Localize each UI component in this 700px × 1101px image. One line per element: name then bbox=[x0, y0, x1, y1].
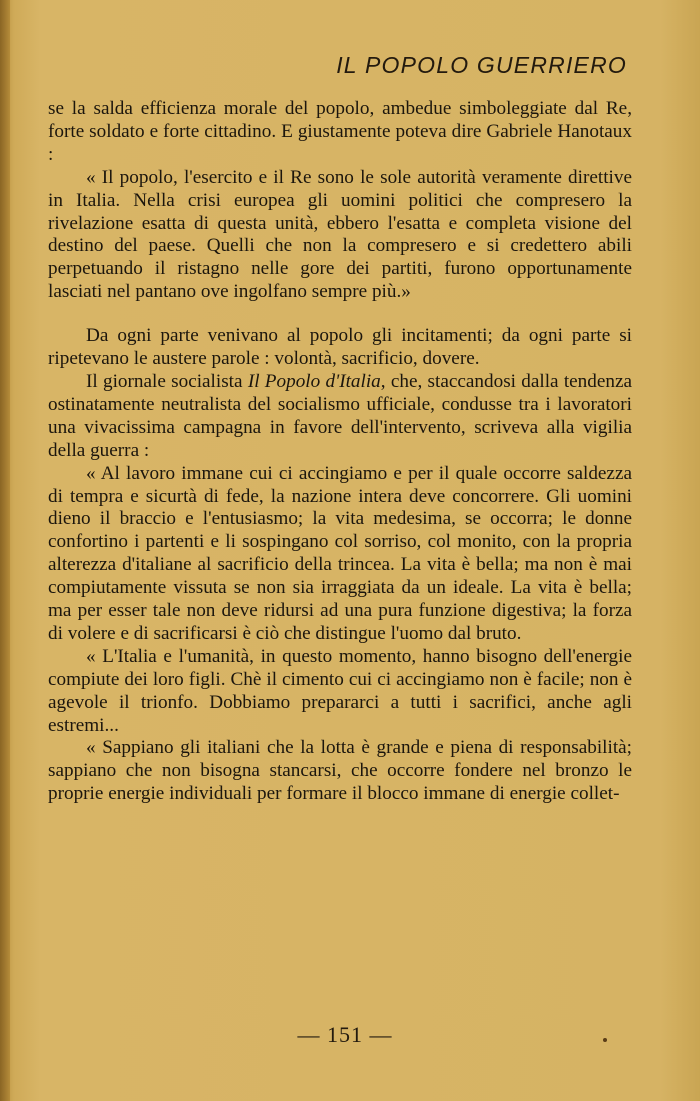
paragraph-1: se la salda efficienza morale del popolo, ambedue simboleggiate dal Re, forte soldato e forte cittadino. E giustamente poteva dire Gabriele Hanotaux : bbox=[48, 98, 632, 165]
page-number: — 151 — bbox=[297, 1022, 393, 1047]
page-spine-shadow bbox=[0, 0, 10, 1101]
paragraph-7-quote: « Sappiano gli italiani che la lotta è grande e piena di responsabilità; sappiano che non bisogna stancarsi, che occorre fondere nel bronzo le proprie energie individuali per formare il blocco immane di energie collet- bbox=[48, 737, 632, 805]
paragraph-4-text-a: Il giornale socialista bbox=[86, 370, 248, 392]
paragraph-6-quote: « L'Italia e l'umanità, in questo momento, hanno bisogno dell'energie compiute dei loro figli. Chè il cimento cui ci accingiamo non è facile; non è agevole il trionfo. Dobbiamo prepararci a tutti i sacrifici, anche agli estremi... bbox=[48, 645, 632, 736]
running-title: IL POPOLO GUERRIERO bbox=[336, 52, 627, 78]
paragraph-5-quote: « Al lavoro immane cui ci accingiamo e per il quale occorre saldezza di tempra e sicurtà di fede, la nazione intera deve concorrere. Gli uomini dieno il braccio e l'entusiasmo; la vita medesima, se occorra; le donne confortino i partenti e li sospingano col sorriso, col monito, con la propria alterezza d'italiane al sacrificio della trincea. La vita è bella; ma non è mai compiutamente vissuta se non sia irraggiata da un ideale. La vita è bella; ma per esser tale non deve ridursi ad una pura funzione digestiva; la forza di volere e di sacrificarsi è ciò che distingue l'uomo dal bruto. bbox=[48, 462, 632, 644]
page-text bbox=[48, 98, 632, 806]
paragraph-4-text-b: , che, staccandosi dalla tendenza ostinatamente neutralista del socialismo ufficiale, condusse tra i lavoratori una vivacissima campagna in favore dell'intervento, scriveva alla vigilia della guerra : bbox=[48, 370, 632, 461]
paper-speck bbox=[603, 1038, 607, 1042]
paragraph-3: Da ogni parte venivano al popolo gli incitamenti; da ogni parte si ripetevano le austere parole : volontà, sacrificio, dovere. bbox=[48, 325, 632, 370]
paragraph-2-quote-hanotaux: « Il popolo, l'esercito e il Re sono le sole autorità veramente direttive in Italia. Nella crisi europea gli uomini politici che compresero la rivelazione esatta di questa unità, ebbero l'esatta e completa visione del destino del paese. Quelli che non la compresero e si credettero abili perpetuando il ristagno nelle gore dei partiti, furono opportunamente lasciati nel pantano ove ingolfano sempre più.» bbox=[48, 166, 632, 303]
newspaper-title: Il Popolo d'Italia bbox=[247, 370, 381, 392]
paragraph-4 bbox=[48, 371, 632, 463]
